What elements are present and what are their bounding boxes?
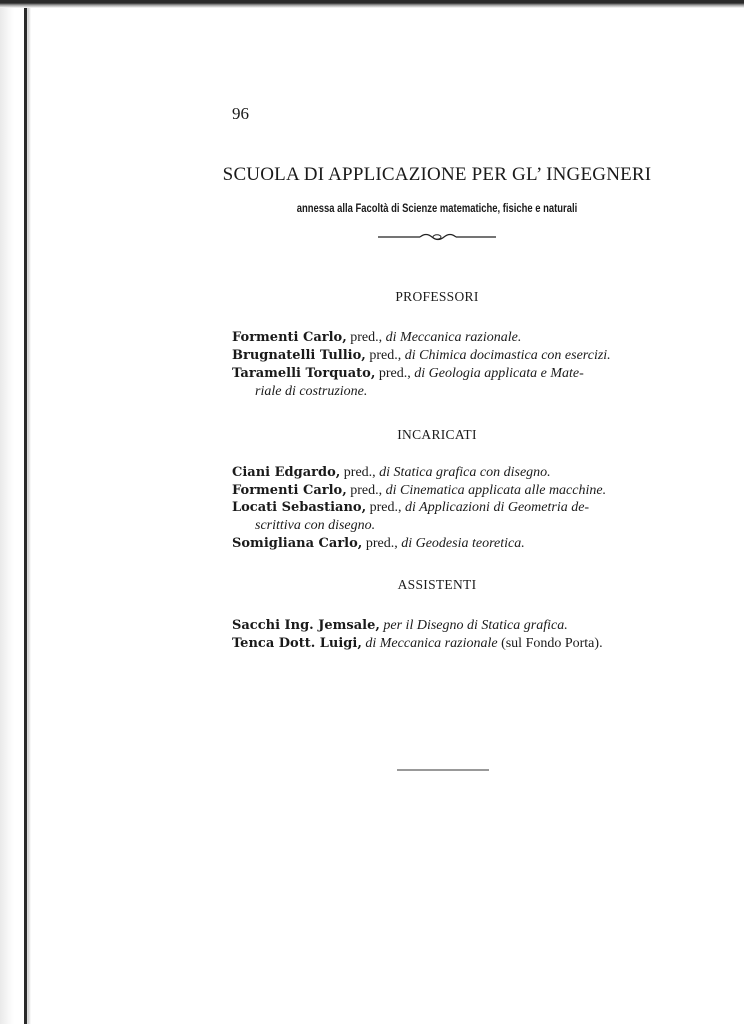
entry-name: Formenti Carlo, [232, 330, 347, 345]
entry-subject: di Cinematica applicata alle macchine. [385, 483, 607, 498]
entry-name: Locati Sebastiano, [232, 500, 367, 515]
entry-subject: di Statica grafica con disegno. [379, 465, 551, 480]
entry-subject: di Meccanica razionale [365, 636, 498, 651]
ornament-divider-icon [378, 231, 496, 243]
list-item [232, 635, 662, 652]
entry-role: pred., [375, 366, 415, 381]
list-item [232, 329, 662, 346]
entry-subject: per il Disegno di Statica grafica. [383, 618, 568, 633]
entry-name: Taramelli Torquato, [232, 366, 376, 381]
list-item [232, 482, 662, 499]
entry-continuation: riale di costruzione. [255, 384, 368, 399]
entry-name: Ciani Edgardo, [232, 465, 341, 480]
page-title: SCUOLA DI APPLICAZIONE PER GL’ INGEGNERI [222, 164, 652, 185]
entry-subject: di Chimica docimastica con esercizi. [404, 348, 611, 363]
entry-name: Sacchi Ing. Jemsale, [232, 618, 380, 633]
entry-role: pred., [366, 500, 406, 515]
list-item [232, 365, 662, 382]
entry-role: pred., [340, 465, 380, 480]
entry-subject: di Geologia applicata e Mate- [414, 366, 584, 381]
section-heading-professori: PROFESSORI [395, 289, 479, 304]
entry-note: (sul Fondo Porta). [497, 636, 603, 651]
list-item [232, 347, 662, 364]
entry-role: pred., [346, 483, 386, 498]
page-number: 96 [232, 104, 249, 123]
list-item [232, 535, 662, 552]
entry-role: pred., [365, 348, 405, 363]
scan-binding-edge [0, 0, 34, 1024]
closing-rule [397, 769, 489, 771]
entry-name: Tenca Dott. Luigi, [232, 636, 362, 651]
list-item [232, 617, 662, 634]
entry-name: Formenti Carlo, [232, 483, 347, 498]
entry-continuation: scrittiva con disegno. [255, 518, 376, 533]
entry-name: Brugnatelli Tullio, [232, 348, 366, 363]
entry-subject: di Meccanica razionale. [385, 330, 522, 345]
page-subtitle: annessa alla Facoltà di Scienze matematiche, fisiche e naturali [296, 203, 578, 215]
section-heading-incaricati: INCARICATI [397, 427, 477, 442]
entry-role: pred., [362, 536, 402, 551]
list-item [232, 464, 662, 481]
list-item [232, 499, 662, 516]
entry-name: Somigliana Carlo, [232, 536, 363, 551]
entry-subject: di Applicazioni di Geometria de- [405, 500, 590, 515]
entry-subject: di Geodesia teoretica. [401, 536, 525, 551]
scan-top-edge [0, 0, 744, 8]
section-heading-assistenti: ASSISTENTI [397, 577, 477, 592]
entry-role: pred., [346, 330, 386, 345]
